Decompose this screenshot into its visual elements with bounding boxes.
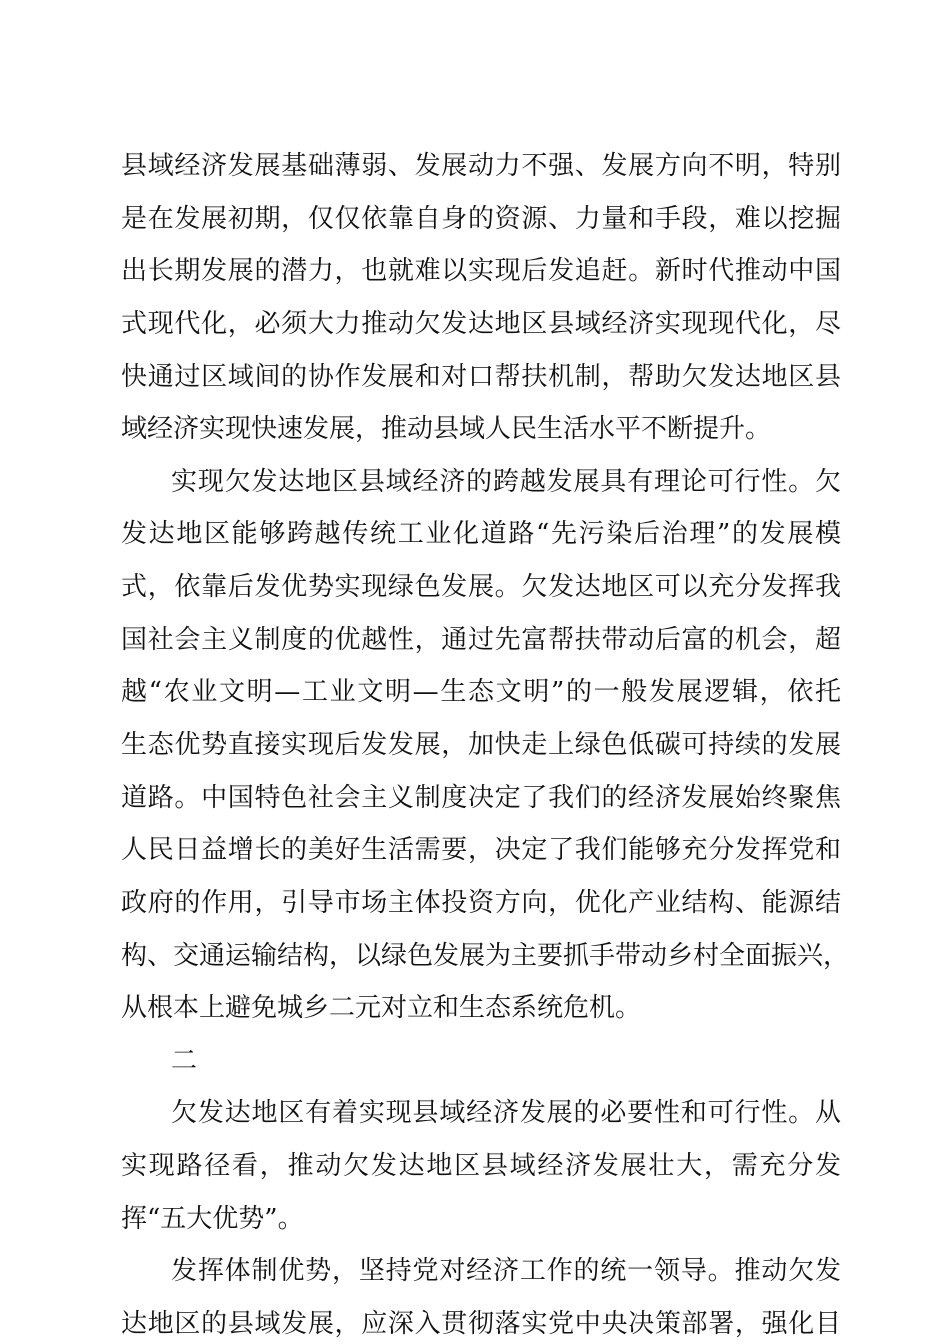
paragraph-2-line-4: 国社会主义制度的优越性，通过先富帮扶带动后富的机会，超 xyxy=(121,625,841,655)
paragraph-3-line-1: 欠发达地区有着实现县域经济发展的必要性和可行性。从 xyxy=(171,1098,841,1128)
paragraph-4-line-2: 达地区的县域发展，应深入贯彻落实党中央决策部署，强化目 xyxy=(121,1309,841,1339)
paragraph-2-line-5: 越“农业文明—工业文明—生态文明”的一般发展逻辑，依托 xyxy=(121,677,841,707)
paragraph-1-line-6: 域经济实现快速发展，推动县域人民生活水平不断提升。 xyxy=(121,414,772,444)
paragraph-2-line-2: 发达地区能够跨越传统工业化道路“先污染后治理”的发展模 xyxy=(121,519,841,549)
paragraph-1-line-3: 出长期发展的潜力，也就难以实现后发追赶。新时代推动中国 xyxy=(121,256,841,286)
paragraph-2-line-6: 生态优势直接实现后发发展，加快走上绿色低碳可持续的发展 xyxy=(121,730,841,760)
paragraph-3-line-2: 实现路径看，推动欠发达地区县域经济发展壮大，需充分发 xyxy=(121,1151,841,1181)
paragraph-2-line-3: 式，依靠后发优势实现绿色发展。欠发达地区可以充分发挥我 xyxy=(121,572,841,602)
paragraph-2-line-7: 道路。中国特色社会主义制度决定了我们的经济发展始终聚焦 xyxy=(121,783,841,813)
paragraph-1-line-4: 式现代化，必须大力推动欠发达地区县域经济实现现代化，尽 xyxy=(121,309,841,339)
paragraph-4-line-1: 发挥体制优势，坚持党对经济工作的统一领导。推动欠发 xyxy=(171,1256,841,1286)
paragraph-1-line-5: 快通过区域间的协作发展和对口帮扶机制，帮助欠发达地区县 xyxy=(121,362,841,392)
paragraph-2-line-8: 人民日益增长的美好生活需要，决定了我们能够充分发挥党和 xyxy=(121,835,841,865)
paragraph-3-line-3: 挥“五大优势”。 xyxy=(121,1204,304,1234)
paragraph-2-line-10: 构、交通运输结构，以绿色发展为主要抓手带动乡村全面振兴， xyxy=(121,941,850,971)
paragraph-1-line-1: 县域经济发展基础薄弱、发展动力不强、发展方向不明，特别 xyxy=(121,151,841,181)
paragraph-1-line-2: 是在发展初期，仅仅依靠自身的资源、力量和手段，难以挖掘 xyxy=(121,204,841,234)
paragraph-2-line-9: 政府的作用，引导市场主体投资方向，优化产业结构、能源结 xyxy=(121,888,841,918)
paragraph-2-line-11: 从根本上避免城乡二元对立和生态系统危机。 xyxy=(121,993,642,1023)
paragraph-2-line-1: 实现欠发达地区县域经济的跨越发展具有理论可行性。欠 xyxy=(171,467,841,497)
section-heading: 二 xyxy=(171,1046,198,1076)
